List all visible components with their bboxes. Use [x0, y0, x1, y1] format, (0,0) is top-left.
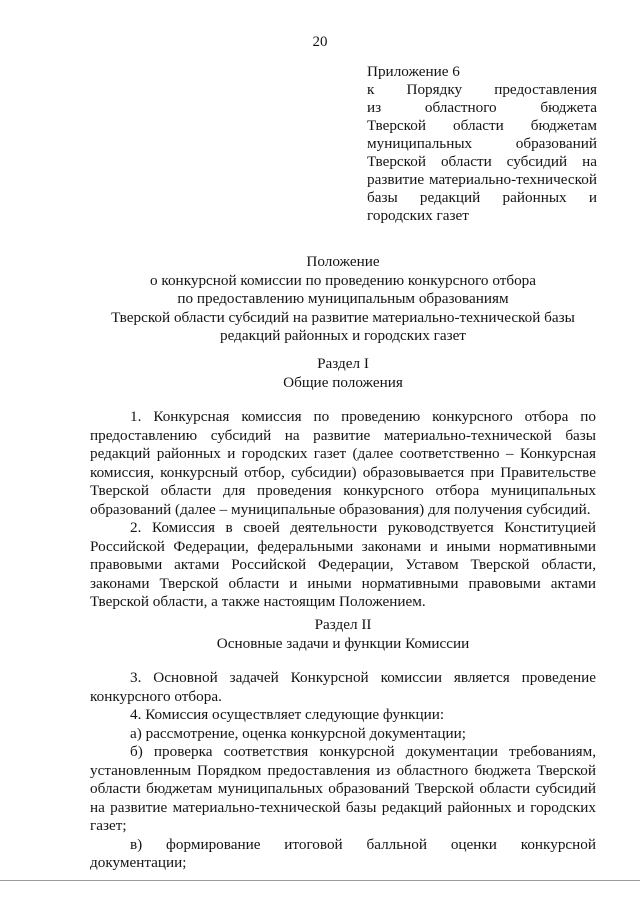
appendix-reference: [367, 63, 597, 225]
paragraph-1: 1. Конкурсная комиссия по проведению конкурсного отбора по предоставлению субсидий на развитие материально-технической базы редакций районных и городских газет (далее соответственно – Конкурсная комиссия, конкурсный отбор, субсидии) образовывается при Правительстве Тверской области для проведения конкурсного отбора муниципальных образований (далее – муниципальные образования) для получения субсидий.: [90, 408, 596, 518]
appendix-line: Приложение 6: [367, 63, 460, 80]
section-1-body: [90, 408, 596, 612]
appendix-line: Тверской области бюджетам: [367, 117, 597, 134]
section-2-heading: Раздел II: [314, 616, 372, 633]
title-line: Положение: [306, 253, 380, 270]
title-line: Тверской области субсидий на развитие материально-технической базы: [111, 308, 575, 326]
title-line: о конкурсной комиссии по проведению конкурсного отбора: [149, 271, 537, 289]
scan-edge-line: [0, 880, 640, 881]
paragraph-3: 3. Основной задачей Конкурсной комиссии является проведение конкурсного отбора.: [90, 669, 596, 705]
title-line: редакций районных и городских газет: [220, 327, 466, 344]
appendix-line: базы редакций районных и: [367, 189, 597, 206]
appendix-line: муниципальных образований: [367, 135, 597, 152]
section-2-body: [90, 669, 596, 873]
section-2-subheading: Основные задачи и функции Комиссии: [216, 634, 470, 652]
list-item-c: в) формирование итоговой балльной оценки конкурсной документации;: [90, 835, 596, 871]
appendix-line: городских газет: [367, 207, 469, 224]
paragraph-2: 2. Комиссия в своей деятельности руководствуется Конституцией Российской Федерации, федеральными законами и иными нормативными правовыми актами Российской Федерации, Уставом Тверской области, законами Тверской области и иными нормативными правовыми актами Тверской области, а также настоящим Положением.: [90, 519, 596, 610]
page-number: 20: [312, 34, 328, 50]
section-1-header: [90, 355, 596, 392]
appendix-line: к Порядку предоставления: [367, 81, 597, 98]
section-2-header: [90, 616, 596, 653]
appendix-line: Тверской области субсидий на: [367, 153, 597, 170]
appendix-line: из областного бюджета: [367, 99, 597, 116]
section-1-subheading: Общие положения: [283, 373, 403, 391]
paragraph-4: 4. Комиссия осуществляет следующие функции:: [130, 706, 445, 723]
document-title: [90, 253, 596, 346]
title-line: по предоставлению муниципальным образованиям: [177, 290, 509, 307]
section-1-heading: Раздел I: [317, 355, 369, 372]
list-item-b: б) проверка соответствия конкурсной документации требованиям, установленным Порядком предоставления из областного бюджета Тверской области бюджетам муниципальных образований Тверской области субсидий на развитие материально-технической базы редакций районных и городских газет;: [90, 743, 596, 834]
appendix-line: развитие материально-технической: [367, 171, 597, 188]
list-item-a: а) рассмотрение, оценка конкурсной документации;: [130, 724, 467, 742]
